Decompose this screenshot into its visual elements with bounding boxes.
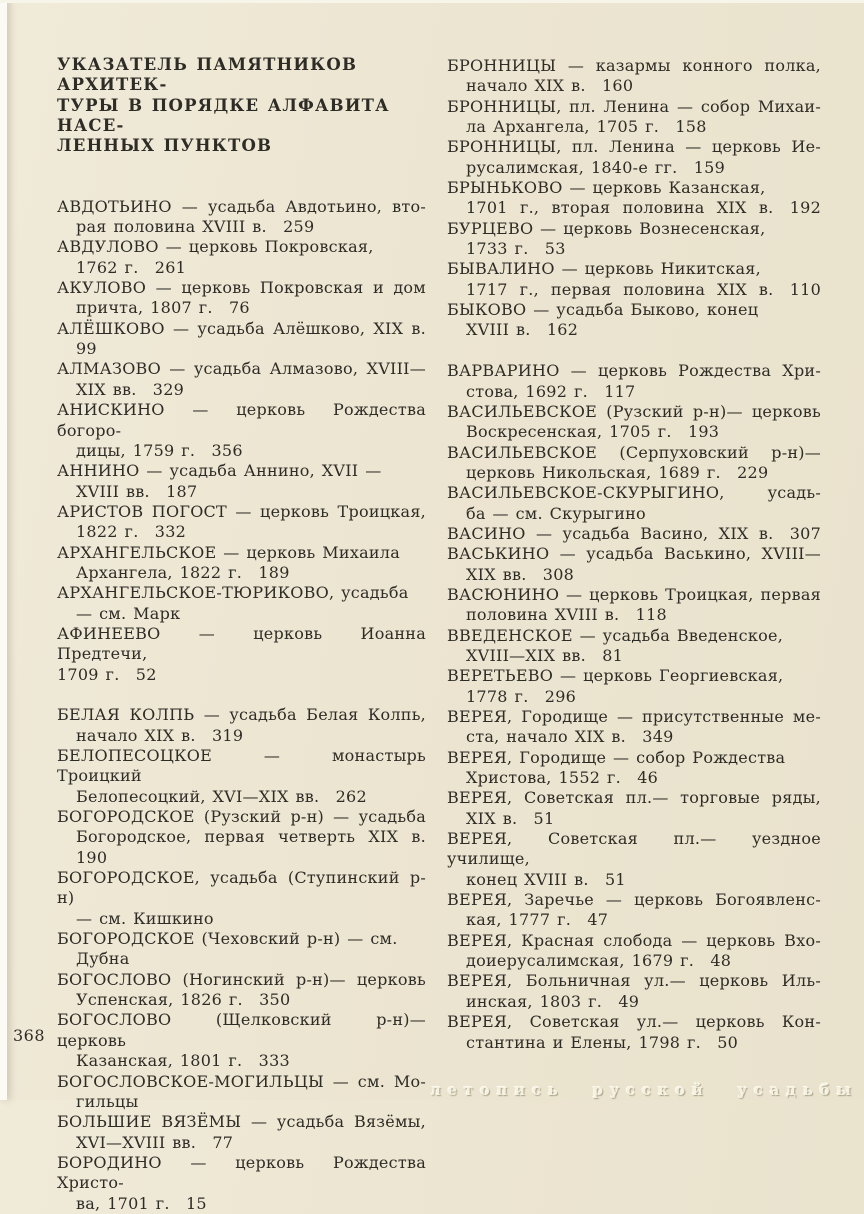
index-entry xyxy=(447,829,821,890)
entry-line: половина XVIII в. 118 xyxy=(466,605,667,625)
entry-line: стова, 1692 г. 117 xyxy=(466,381,636,401)
entry-line: БРОННИЦЫ — казармы конного полка, xyxy=(447,56,821,75)
index-entry xyxy=(447,259,821,300)
entry-line: БОГОРОДСКОЕ, усадьба (Ступинский р-н) xyxy=(57,868,426,908)
entry-line: БЕЛОПЕСОЦКОЕ — монастырь Троицкий xyxy=(57,746,426,786)
entry-line: 1733 г. 53 xyxy=(466,239,566,259)
entry-line: ВАСИЛЬЕВСКОЕ (Рузский р-н)— церковь xyxy=(447,401,821,421)
index-entries-left xyxy=(57,197,426,1214)
entry-line: БОЛЬШИЕ ВЯЗЁМЫ — усадьба Вязёмы, xyxy=(57,1112,426,1132)
entry-line: русалимская, 1840-е гг. 159 xyxy=(466,157,726,177)
entry-line: АФИНЕЕВО — церковь Иоанна Предтечи, xyxy=(57,623,426,664)
entry-line: ла Архангела, 1705 г. 158 xyxy=(466,117,707,137)
entry-line: Христова, 1552 г. 46 xyxy=(466,768,659,788)
index-entry xyxy=(447,443,821,484)
entry-line: ВАСИЛЬЕВСКОЕ-СКУРЫГИНО, усадь- xyxy=(447,483,821,503)
entry-line: причта, 1807 г. 76 xyxy=(76,298,250,318)
entry-line: Белопесоцкий, XVI—XIX вв. 262 xyxy=(76,786,367,806)
index-entry xyxy=(57,400,426,461)
entry-line: БОРОДИНО — церковь Рождества Христо- xyxy=(57,1152,426,1193)
entry-line: XIX в. 51 xyxy=(466,808,555,828)
entry-line: АРИСТОВ ПОГОСТ — церковь Троицкая, xyxy=(57,501,426,521)
entry-line: церковь Никольская, 1689 г. 229 xyxy=(466,462,769,482)
index-entry xyxy=(447,971,821,1012)
index-entry xyxy=(57,502,426,543)
entry-line: начало XIX в. 319 xyxy=(76,725,244,745)
index-entry xyxy=(57,624,426,685)
entry-line: 1709 г. 52 xyxy=(57,664,157,684)
entry-line: кая, 1777 г. 47 xyxy=(466,910,609,930)
index-entry xyxy=(57,705,426,746)
entry-line: ВЕРЕЯ, Красная слобода — церковь Вхо- xyxy=(447,930,821,950)
index-entry xyxy=(57,929,426,970)
index-entry xyxy=(57,868,426,929)
entry-line: АЛЁШКОВО — усадьба Алёшково, XIX в. xyxy=(57,318,426,338)
index-entry xyxy=(447,931,821,972)
index-entry xyxy=(447,788,821,829)
entry-line: АВДОТЬИНО — усадьба Авдотьино, вто- xyxy=(57,196,426,216)
page-title xyxy=(57,55,426,157)
entry-line: БОГОРОДСКОЕ (Чеховский р-н) — см. xyxy=(57,929,398,949)
entry-line: ста, начало XIX в. 349 xyxy=(466,727,674,747)
entry-line: XVIII вв. 187 xyxy=(76,481,198,501)
entry-line: конец XVIII в. 51 xyxy=(466,869,626,889)
index-entry xyxy=(447,1012,821,1053)
index-entry xyxy=(447,300,821,341)
entry-line: ВАСИНО — усадьба Васино, XIX в. 307 xyxy=(447,523,821,543)
entry-line: 1822 г. 332 xyxy=(76,522,187,542)
entry-line: АННИНО — усадьба Аннино, XVII — xyxy=(57,461,382,481)
index-entry xyxy=(57,237,426,278)
index-entry xyxy=(447,56,821,97)
entry-line: БОГОСЛОВСКОЕ-МОГИЛЬЦЫ — см. Мо- xyxy=(57,1071,426,1091)
entry-line: 1701 г., вторая половина XIX в. 192 xyxy=(466,198,821,218)
right-column xyxy=(447,0,821,1053)
title-line: ЛЕННЫХ ПУНКТОВ xyxy=(57,136,273,156)
entry-line: АЛМАЗОВО — усадьба Алмазово, XVIII— xyxy=(57,359,426,379)
entry-line: ВАРВАРИНО — церковь Рождества Хри- xyxy=(447,361,821,381)
entry-line: ВЕРЕЯ, Городище — присутственные ме- xyxy=(447,707,821,726)
entry-line: АКУЛОВО — церковь Покровская и дом xyxy=(57,278,426,298)
index-entry xyxy=(447,748,821,789)
index-entry xyxy=(447,219,821,260)
index-entry xyxy=(57,1010,426,1071)
entry-line: Архангела, 1822 г. 189 xyxy=(76,562,290,582)
entry-line: БЫКОВО — усадьба Быково, конец xyxy=(447,300,759,320)
entry-line: инская, 1803 г. 49 xyxy=(466,991,640,1011)
index-entry xyxy=(447,483,821,524)
entry-line: БРЫНЬКОВО — церковь Казанская, xyxy=(447,178,766,198)
index-entry xyxy=(447,890,821,931)
entry-line: гильцы xyxy=(76,1091,139,1111)
entry-line: доиерусалимская, 1679 г. 48 xyxy=(466,951,732,971)
index-entry xyxy=(447,361,821,402)
entry-line: рая половина XVIII в. 259 xyxy=(76,217,315,237)
entry-line: ВЕРЕЯ, Советская ул.— церковь Кон- xyxy=(447,1012,821,1032)
index-entry xyxy=(57,1072,426,1113)
entry-line: ВЕРЕЯ, Советская пл.— уездное училище, xyxy=(447,829,821,869)
entry-line: ВАСЬКИНО — усадьба Васькино, XVIII— xyxy=(447,544,821,564)
index-entry xyxy=(57,1112,426,1153)
entry-line: ВВЕДЕНСКОЕ — усадьба Введенское, xyxy=(447,625,784,645)
entry-line: АВДУЛОВО — церковь Покровская, xyxy=(57,237,374,257)
entry-line: Казанская, 1801 г. 333 xyxy=(76,1051,290,1071)
index-entry xyxy=(447,707,821,748)
entry-line: ВЕРЕТЬЕВО — церковь Георгиевская, xyxy=(447,666,784,686)
entry-line: ВЕРЕЯ, Городище — собор Рождества xyxy=(447,747,786,767)
index-entry xyxy=(57,583,426,624)
index-entry xyxy=(57,970,426,1011)
index-entry xyxy=(57,278,426,319)
index-entry xyxy=(447,585,821,626)
entry-line: XVIII в. 162 xyxy=(466,320,579,340)
entry-line: Богородское, первая четверть XIX в. xyxy=(76,827,426,847)
entry-line: АНИСКИНО — церковь Рождества богоро- xyxy=(57,400,426,440)
index-entries-right xyxy=(447,56,821,1053)
entry-line: Успенская, 1826 г. 350 xyxy=(76,990,291,1010)
entry-line: БОГОРОДСКОЕ (Рузский р-н) — усадьба xyxy=(57,807,426,827)
entry-line: АРХАНГЕЛЬСКОЕ-ТЮРИКОВО, усадьба xyxy=(57,583,409,603)
index-entry xyxy=(447,97,821,138)
entry-line: БЕЛАЯ КОЛПЬ — усадьба Белая Колпь, xyxy=(57,705,426,725)
entry-line: БРОННИЦЫ, пл. Ленина — собор Михаи- xyxy=(447,96,821,116)
index-entry xyxy=(447,178,821,219)
title-line: ТУРЫ В ПОРЯДКЕ АЛФАВИТА НАСЕ- xyxy=(57,95,390,136)
index-entry xyxy=(57,197,426,238)
index-entry xyxy=(447,524,821,544)
watermark-text: летопись русской усадьбы xyxy=(430,1082,858,1099)
entry-line: Воскресенская, 1705 г. 193 xyxy=(466,422,720,442)
entry-line: 190 xyxy=(76,847,108,867)
entry-line: БОГОСЛОВО (Щелковский р-н)— церковь xyxy=(57,1010,426,1050)
entry-line: 1762 г. 261 xyxy=(76,257,187,277)
entry-line: Дубна xyxy=(76,949,130,969)
entry-line: стантина и Елены, 1798 г. 50 xyxy=(466,1032,739,1052)
page-number: 368 xyxy=(13,1026,46,1045)
entry-line: ва, 1701 г. 15 xyxy=(76,1193,207,1213)
entry-line: XVIII—XIX вв. 81 xyxy=(466,645,624,665)
entry-line: дицы, 1759 г. 356 xyxy=(76,440,243,460)
entry-line: 1717 г., первая половина XIX в. 110 xyxy=(466,279,821,299)
entry-line: 1778 г. 296 xyxy=(466,686,577,706)
entry-line: ВЕРЕЯ, Заречье — церковь Богоявленс- xyxy=(447,890,821,910)
title-line: УКАЗАТЕЛЬ ПАМЯТНИКОВ АРХИТЕК- xyxy=(57,55,358,95)
entry-line: ВЕРЕЯ, Советская пл.— торговые ряды, xyxy=(447,788,821,808)
index-entry xyxy=(447,137,821,178)
entry-line: ВЕРЕЯ, Больничная ул.— церковь Иль- xyxy=(447,971,821,991)
page-left-edge xyxy=(0,0,7,1100)
entry-line: БОГОСЛОВО (Ногинский р-н)— церковь xyxy=(57,969,426,989)
entry-line: XIX вв. 308 xyxy=(466,564,575,584)
index-entry xyxy=(447,626,821,667)
entry-line: БУРЦЕВО — церковь Вознесенская, xyxy=(447,218,766,238)
entry-line: АРХАНГЕЛЬСКОЕ — церковь Михаила xyxy=(57,542,401,562)
index-entry xyxy=(447,666,821,707)
entry-line: 99 xyxy=(76,339,97,359)
entry-line: начало XIX в. 160 xyxy=(466,76,634,96)
entry-line: ВАСИЛЬЕВСКОЕ (Серпуховский р-н)— xyxy=(447,442,821,462)
index-entry xyxy=(57,461,426,502)
index-entry xyxy=(57,543,426,584)
left-column xyxy=(57,0,426,1214)
entry-line: XIX вв. 329 xyxy=(76,379,185,399)
index-entry xyxy=(447,544,821,585)
index-entry xyxy=(57,319,426,360)
entry-line: ВАСЮНИНО — церковь Троицкая, первая xyxy=(447,584,821,604)
index-entry xyxy=(57,1153,426,1214)
entry-line: — см. Марк xyxy=(76,603,181,623)
index-entry xyxy=(447,402,821,443)
entry-line: XVI—XVIII вв. 77 xyxy=(76,1132,234,1152)
entry-line: БЫВАЛИНО — церковь Никитская, xyxy=(447,259,761,279)
entry-line: БРОННИЦЫ, пл. Ленина — церковь Ие- xyxy=(447,137,821,157)
entry-line: ба — см. Скурыгино xyxy=(466,503,646,523)
index-entry xyxy=(57,359,426,400)
index-entry xyxy=(57,746,426,807)
entry-line: — см. Кишкино xyxy=(76,908,214,928)
index-entry xyxy=(57,807,426,868)
